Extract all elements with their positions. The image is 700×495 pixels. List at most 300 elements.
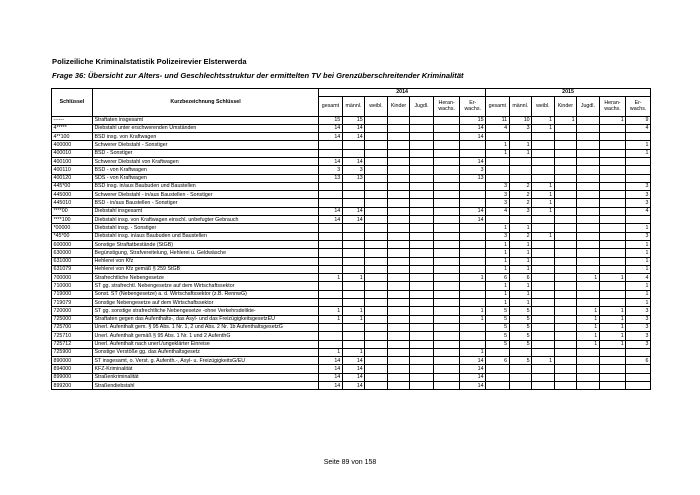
value-cell	[342, 332, 365, 340]
value-cell	[387, 382, 410, 390]
value-cell	[554, 323, 577, 331]
value-cell: 5	[486, 315, 510, 323]
row-key: 400000	[52, 141, 93, 149]
value-cell	[387, 340, 410, 348]
value-cell: 14	[319, 365, 343, 373]
value-cell	[433, 282, 460, 290]
value-cell	[365, 216, 388, 224]
value-cell: 1	[319, 348, 343, 356]
value-cell: 14	[342, 157, 365, 165]
value-cell	[554, 299, 577, 307]
metric-header: gesamt	[319, 96, 343, 116]
value-cell: 3	[626, 191, 651, 199]
value-cell	[599, 265, 626, 273]
value-cell	[577, 124, 600, 132]
value-cell	[460, 240, 486, 248]
value-cell	[365, 257, 388, 265]
row-key: 445000	[52, 191, 93, 199]
value-cell	[599, 174, 626, 182]
value-cell	[410, 141, 434, 149]
value-cell	[577, 265, 600, 273]
value-cell: 4	[626, 207, 651, 215]
value-cell: 15	[342, 116, 365, 124]
value-cell	[365, 348, 388, 356]
value-cell	[387, 290, 410, 298]
value-cell	[599, 249, 626, 257]
value-cell	[532, 365, 555, 373]
value-cell	[577, 166, 600, 174]
table-row	[52, 299, 651, 307]
value-cell	[577, 249, 600, 257]
value-cell	[577, 299, 600, 307]
value-cell	[433, 299, 460, 307]
row-description: Unerl. Aufenthalt gem. § 95 Abs. 1 Nr. 1, 2 und Abs. 2 Nr. 1b AufenthaltsgesetzG	[92, 323, 318, 331]
value-cell: 3	[486, 232, 510, 240]
value-cell: 5	[509, 357, 532, 365]
value-cell	[433, 307, 460, 315]
value-cell	[433, 157, 460, 165]
value-cell	[554, 141, 577, 149]
value-cell	[433, 199, 460, 207]
value-cell	[433, 240, 460, 248]
table-row	[52, 249, 651, 257]
header-key: Schlüssel	[52, 89, 93, 117]
value-cell	[554, 166, 577, 174]
table-row	[52, 216, 651, 224]
row-key: 631000	[52, 257, 93, 265]
value-cell	[626, 365, 651, 373]
value-cell	[342, 282, 365, 290]
value-cell	[433, 174, 460, 182]
value-cell	[554, 357, 577, 365]
value-cell: 1	[532, 207, 555, 215]
value-cell: 1	[486, 257, 510, 265]
value-cell	[460, 232, 486, 240]
value-cell	[532, 265, 555, 273]
value-cell: 3	[460, 166, 486, 174]
value-cell: 1	[626, 265, 651, 273]
table-row	[52, 307, 651, 315]
value-cell: 1	[554, 116, 577, 124]
value-cell: 1	[532, 182, 555, 190]
value-cell: 3	[626, 307, 651, 315]
value-cell: 1	[532, 191, 555, 199]
value-cell	[365, 282, 388, 290]
value-cell: 1	[626, 149, 651, 157]
value-cell	[433, 216, 460, 224]
value-cell	[599, 224, 626, 232]
value-cell	[319, 232, 343, 240]
value-cell: 1	[319, 315, 343, 323]
value-cell: 1	[509, 141, 532, 149]
value-cell	[387, 357, 410, 365]
value-cell	[410, 207, 434, 215]
value-cell: 14	[460, 357, 486, 365]
value-cell	[532, 149, 555, 157]
value-cell	[577, 216, 600, 224]
value-cell	[365, 274, 388, 282]
value-cell: 14	[460, 382, 486, 390]
value-cell	[387, 182, 410, 190]
value-cell	[626, 157, 651, 165]
value-cell	[387, 232, 410, 240]
value-cell	[387, 265, 410, 273]
value-cell: 3	[626, 232, 651, 240]
row-description: ST gg. sonstige strafrechtliche Nebengesetze -ohne Verkehrsdelikte-	[92, 307, 318, 315]
value-cell	[577, 116, 600, 124]
value-cell: 14	[319, 216, 343, 224]
value-cell	[577, 357, 600, 365]
value-cell	[410, 315, 434, 323]
value-cell: 1	[626, 141, 651, 149]
value-cell	[486, 166, 510, 174]
value-cell	[554, 290, 577, 298]
value-cell: 1	[599, 315, 626, 323]
value-cell	[433, 290, 460, 298]
row-description: Diebstahl insg. von Kraftwagen einschl. unbefugter Gebrauch	[92, 216, 318, 224]
value-cell: 14	[342, 365, 365, 373]
value-cell: 5	[486, 332, 510, 340]
value-cell	[410, 133, 434, 141]
value-cell: 1	[532, 357, 555, 365]
table-row	[52, 290, 651, 298]
row-key: 899200	[52, 382, 93, 390]
table-row	[52, 357, 651, 365]
row-key: *45*00	[52, 232, 93, 240]
value-cell	[433, 166, 460, 174]
row-description: KFZ-Kriminalität	[92, 365, 318, 373]
value-cell: 14	[460, 124, 486, 132]
value-cell: 1	[577, 315, 600, 323]
value-cell: 5	[509, 332, 532, 340]
row-description: Schwerer Diebstahl - in/aus Baustellen - Sonstiger	[92, 191, 318, 199]
value-cell	[319, 340, 343, 348]
row-key: 630000	[52, 249, 93, 257]
value-cell: 1	[509, 265, 532, 273]
value-cell	[387, 257, 410, 265]
value-cell: 1	[532, 116, 555, 124]
value-cell	[410, 249, 434, 257]
value-cell	[433, 116, 460, 124]
value-cell	[387, 199, 410, 207]
value-cell: 1	[509, 224, 532, 232]
value-cell	[599, 149, 626, 157]
value-cell: 1	[460, 307, 486, 315]
value-cell: 2	[509, 182, 532, 190]
value-cell	[486, 382, 510, 390]
value-cell	[577, 207, 600, 215]
metric-header: männl.	[509, 96, 532, 116]
value-cell: 6	[486, 357, 510, 365]
table-row	[52, 182, 651, 190]
value-cell	[410, 332, 434, 340]
value-cell	[410, 166, 434, 174]
value-cell	[410, 182, 434, 190]
value-cell: 1	[626, 299, 651, 307]
value-cell	[554, 240, 577, 248]
value-cell	[387, 315, 410, 323]
value-cell	[599, 257, 626, 265]
value-cell	[554, 199, 577, 207]
statistics-table	[51, 88, 651, 390]
value-cell	[460, 191, 486, 199]
value-cell: 1	[486, 282, 510, 290]
value-cell	[365, 191, 388, 199]
value-cell	[486, 365, 510, 373]
value-cell	[532, 257, 555, 265]
value-cell	[365, 249, 388, 257]
row-description: Unerl. Aufenthalt gemäß § 95 Abs. 1 Nr. 1 und 2 AufenthG	[92, 332, 318, 340]
table-row	[52, 232, 651, 240]
table-row	[52, 382, 651, 390]
value-cell: 1	[532, 199, 555, 207]
value-cell	[626, 133, 651, 141]
value-cell	[319, 257, 343, 265]
value-cell	[599, 357, 626, 365]
value-cell	[433, 191, 460, 199]
value-cell: 15	[319, 116, 343, 124]
value-cell: 14	[342, 373, 365, 381]
row-description: ST insgesamt, o. Verst. g. Aufenth.-, Asyl- u. FreizügigkeitsG/EU	[92, 357, 318, 365]
value-cell	[486, 174, 510, 182]
row-description: Diebstahl insg. - Sonstiger	[92, 224, 318, 232]
value-cell	[387, 124, 410, 132]
value-cell	[460, 141, 486, 149]
value-cell: 9	[626, 116, 651, 124]
value-cell: 10	[509, 116, 532, 124]
value-cell	[509, 174, 532, 182]
value-cell	[554, 224, 577, 232]
value-cell	[554, 124, 577, 132]
value-cell	[554, 191, 577, 199]
value-cell	[319, 149, 343, 157]
value-cell	[554, 216, 577, 224]
value-cell: 1	[509, 282, 532, 290]
value-cell: 1	[509, 257, 532, 265]
row-description: Hehlerei von Kfz	[92, 257, 318, 265]
row-description: SDS - von Kraftwagen	[92, 174, 318, 182]
value-cell	[365, 365, 388, 373]
row-description: Straßenkriminalität	[92, 373, 318, 381]
value-cell: 13	[342, 174, 365, 182]
row-key: 445*00	[52, 182, 93, 190]
value-cell	[410, 307, 434, 315]
value-cell	[410, 299, 434, 307]
value-cell	[433, 274, 460, 282]
value-cell: 14	[319, 157, 343, 165]
value-cell	[319, 332, 343, 340]
value-cell: 1	[577, 332, 600, 340]
row-key: 700000	[52, 274, 93, 282]
value-cell	[365, 265, 388, 273]
value-cell	[387, 207, 410, 215]
value-cell	[532, 348, 555, 356]
value-cell	[554, 249, 577, 257]
value-cell	[577, 382, 600, 390]
value-cell	[599, 199, 626, 207]
value-cell	[577, 232, 600, 240]
value-cell: 5	[486, 340, 510, 348]
value-cell	[365, 240, 388, 248]
value-cell: 1	[342, 274, 365, 282]
value-cell	[577, 224, 600, 232]
table-row	[52, 224, 651, 232]
row-description: Hehlerei von Kfz gemäß § 259 StGB	[92, 265, 318, 273]
value-cell	[387, 282, 410, 290]
value-cell: 3	[626, 332, 651, 340]
row-key: 4*****	[52, 124, 93, 132]
value-cell	[433, 182, 460, 190]
metric-header: weibl.	[532, 96, 555, 116]
row-key: 720000	[52, 307, 93, 315]
report-subtitle: Frage 36: Übersicht zur Alters- und Geschlechtsstruktur der ermittelten TV bei Grenzüberschreitender Kriminalität	[52, 71, 464, 80]
row-description: Diebstahl unter erschwerenden Umständen	[92, 124, 318, 132]
value-cell	[410, 224, 434, 232]
value-cell: 1	[626, 257, 651, 265]
value-cell	[410, 373, 434, 381]
value-cell	[554, 182, 577, 190]
value-cell	[532, 332, 555, 340]
value-cell	[410, 290, 434, 298]
value-cell: 1	[342, 315, 365, 323]
value-cell	[532, 133, 555, 141]
row-description: ST gg. strafrechtl. Nebengesetze auf dem Wirtschaftssektor	[92, 282, 318, 290]
value-cell	[599, 382, 626, 390]
table-row	[52, 340, 651, 348]
value-cell	[410, 282, 434, 290]
value-cell: 6	[509, 274, 532, 282]
value-cell	[342, 249, 365, 257]
value-cell	[342, 224, 365, 232]
value-cell	[460, 257, 486, 265]
value-cell: 5	[509, 315, 532, 323]
value-cell	[509, 133, 532, 141]
value-cell: 2	[509, 191, 532, 199]
value-cell: 1	[599, 116, 626, 124]
value-cell	[554, 373, 577, 381]
value-cell	[342, 149, 365, 157]
table-row	[52, 191, 651, 199]
value-cell	[577, 199, 600, 207]
value-cell	[460, 182, 486, 190]
row-key: 725710	[52, 332, 93, 340]
metric-header: Er- wachs.	[626, 96, 651, 116]
value-cell	[532, 174, 555, 182]
value-cell	[577, 191, 600, 199]
value-cell: 1	[319, 307, 343, 315]
table-row	[52, 149, 651, 157]
table-row	[52, 257, 651, 265]
table-row	[52, 323, 651, 331]
value-cell	[626, 166, 651, 174]
value-cell	[599, 365, 626, 373]
value-cell	[365, 207, 388, 215]
value-cell: 3	[486, 199, 510, 207]
row-description: Straftaten gegen das Aufenthalts-, das Asyl- und das FreizügigkeitsgesetzEU	[92, 315, 318, 323]
value-cell: 4	[626, 124, 651, 132]
row-description: BSD - in/aus Baustellen - Sonstiger	[92, 199, 318, 207]
value-cell	[532, 290, 555, 298]
value-cell: 1	[486, 149, 510, 157]
value-cell: 1	[599, 274, 626, 282]
value-cell: 1	[599, 307, 626, 315]
value-cell	[599, 191, 626, 199]
value-cell: 1	[486, 265, 510, 273]
value-cell: 14	[319, 124, 343, 132]
table-row	[52, 116, 651, 124]
value-cell	[410, 191, 434, 199]
value-cell	[365, 157, 388, 165]
value-cell	[433, 382, 460, 390]
value-cell: 5	[486, 307, 510, 315]
value-cell: 1	[626, 282, 651, 290]
value-cell	[433, 249, 460, 257]
value-cell	[599, 182, 626, 190]
value-cell	[554, 340, 577, 348]
value-cell: 3	[319, 166, 343, 174]
value-cell	[410, 199, 434, 207]
value-cell: 14	[342, 207, 365, 215]
value-cell	[365, 299, 388, 307]
value-cell	[532, 157, 555, 165]
value-cell	[532, 373, 555, 381]
value-cell	[365, 340, 388, 348]
value-cell	[626, 382, 651, 390]
report-title: Polizeiliche Kriminalstatistik Polizeirevier Elsterwerda	[52, 57, 247, 66]
value-cell: 1	[577, 340, 600, 348]
value-cell: 1	[532, 124, 555, 132]
row-key: 725000	[52, 315, 93, 323]
value-cell	[626, 348, 651, 356]
value-cell	[532, 282, 555, 290]
value-cell	[410, 382, 434, 390]
value-cell	[387, 191, 410, 199]
metric-header: Kinder	[554, 96, 577, 116]
value-cell	[509, 157, 532, 165]
value-cell	[342, 232, 365, 240]
value-cell: 14	[460, 365, 486, 373]
value-cell: 14	[319, 357, 343, 365]
value-cell	[599, 240, 626, 248]
table-row	[52, 348, 651, 356]
value-cell	[599, 299, 626, 307]
value-cell	[577, 133, 600, 141]
value-cell	[532, 240, 555, 248]
value-cell	[577, 149, 600, 157]
table-row	[52, 166, 651, 174]
value-cell	[410, 365, 434, 373]
value-cell	[577, 290, 600, 298]
value-cell	[387, 299, 410, 307]
value-cell	[577, 141, 600, 149]
table-row	[52, 373, 651, 381]
table-row	[52, 265, 651, 273]
table-row	[52, 199, 651, 207]
value-cell: 3	[509, 124, 532, 132]
value-cell	[387, 249, 410, 257]
value-cell	[532, 307, 555, 315]
value-cell	[577, 348, 600, 356]
value-cell	[365, 357, 388, 365]
value-cell: 14	[342, 216, 365, 224]
metric-header: gesamt	[486, 96, 510, 116]
value-cell	[342, 182, 365, 190]
value-cell: 1	[577, 274, 600, 282]
value-cell	[433, 141, 460, 149]
value-cell: 3	[626, 340, 651, 348]
value-cell: 2	[509, 199, 532, 207]
value-cell	[387, 133, 410, 141]
